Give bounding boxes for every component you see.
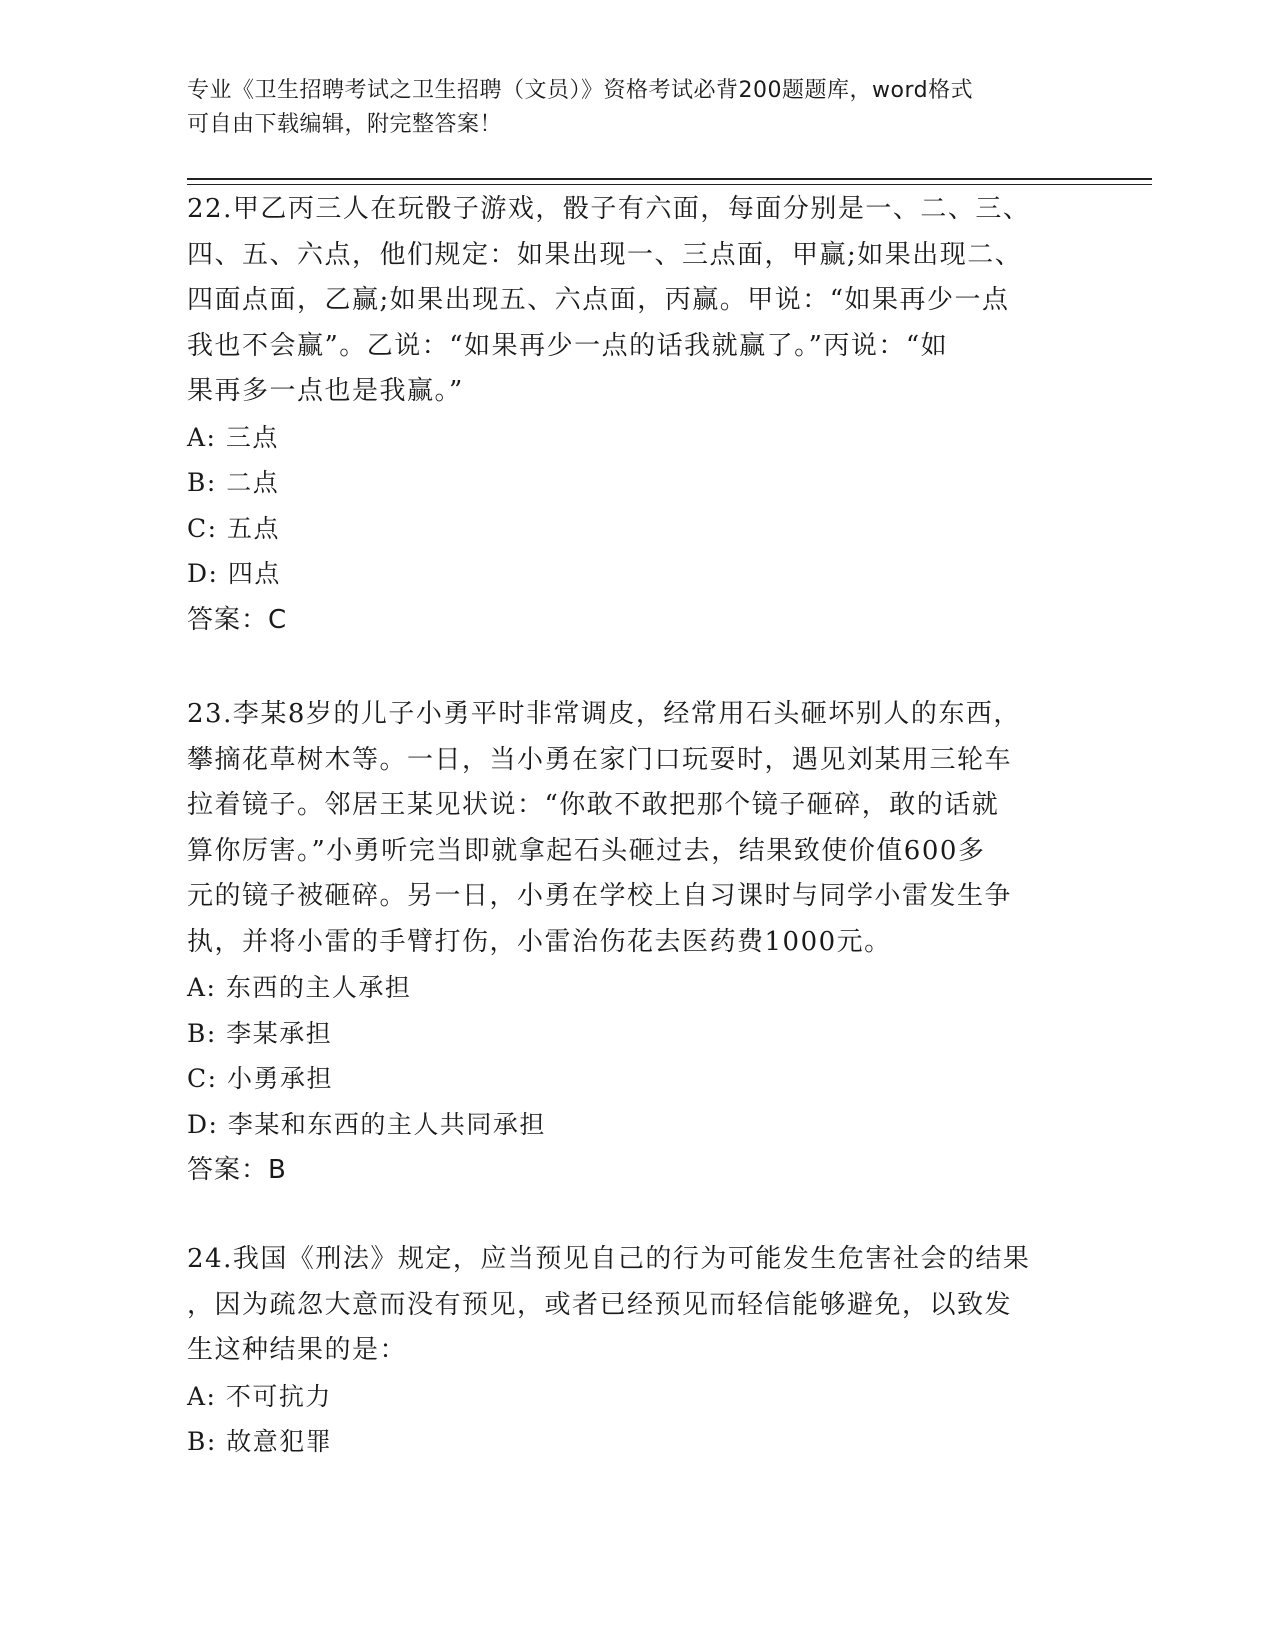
stem-line: 22.甲乙丙三人在玩骰子游戏，骰子有六面，每面分别是一、二、三、 [187, 194, 1031, 224]
option-a: A: 东西的主人承担 [187, 973, 412, 1002]
question-stem [187, 692, 1077, 965]
stem-line: 24.我国《刑法》规定，应当预见自己的行为可能发生危害社会的结果 [187, 1244, 1031, 1274]
stem-line: ，因为疏忽大意而没有预见，或者已经预见而轻信能够避免，以致发 [187, 1289, 1013, 1320]
option-list [187, 415, 1077, 597]
stem-line: 元的镜子被砸碎。另一日，小勇在学校上自习课时与同学小雷发生争 [187, 881, 1013, 911]
option-d: D: 四点 [187, 559, 281, 588]
option-d: D: 李某和东西的主人共同承担 [187, 1109, 546, 1139]
option-a: A: 不可抗力 [187, 1381, 332, 1411]
option-c: C: 五点 [187, 513, 280, 543]
option-b: B: 李某承担 [187, 1018, 333, 1048]
stem-line: 23.李某8岁的儿子小勇平时非常调皮，经常用石头砸坏别人的东西， [187, 699, 1021, 729]
stem-line: 攀摘花草树木等。一日，当小勇在家门口玩耍时，遇见刘某用三轮车 [187, 744, 1013, 775]
option-a: A: 三点 [187, 422, 279, 452]
option-list [187, 1374, 1077, 1465]
option-list [187, 965, 1077, 1147]
stem-line: 执，并将小雷的手臂打伤，小雷治伤花去医药费1000元。 [187, 926, 892, 957]
stem-line: 拉着镜子。邻居王某见状说：“你敢不敢把那个镜子砸碎，敢的话就 [187, 790, 1000, 820]
option-b: B: 二点 [187, 468, 280, 497]
question-22 [187, 187, 1077, 643]
answer-label: 答案：B [187, 1155, 287, 1185]
header-divider-thin [187, 184, 1152, 185]
header-line-1: 专业《卫生招聘考试之卫生招聘（文员）》资格考试必背200题题库，word格式 [187, 78, 974, 103]
option-c: C: 小勇承担 [187, 1064, 333, 1093]
stem-line: 算你厉害。”小勇听完当即就拿起石头砸过去，结果致使价值600多 [187, 835, 986, 866]
stem-line: 四面点面，乙赢;如果出现五、六点面，丙赢。甲说：“如果再少一点 [187, 285, 1010, 315]
question-23 [187, 692, 1077, 1193]
question-stem [187, 1237, 1077, 1374]
stem-line: 四、五、六点，他们规定：如果出现一、三点面，甲赢;如果出现二、 [187, 239, 1023, 270]
header-divider-thick [187, 178, 1152, 180]
stem-line: 我也不会赢”。乙说：“如果再少一点的话我就赢了。”丙说：“如 [187, 330, 949, 361]
header-line-2: 可自由下载编辑，附完整答案！ [187, 112, 503, 137]
option-b: B: 故意犯罪 [187, 1427, 333, 1456]
answer-label: 答案：C [187, 604, 288, 635]
question-24 [187, 1237, 1077, 1465]
question-stem [187, 187, 1077, 415]
stem-line: 生这种结果的是： [187, 1335, 408, 1365]
document-header [187, 74, 1067, 142]
stem-line: 果再多一点也是我赢。” [187, 376, 464, 406]
